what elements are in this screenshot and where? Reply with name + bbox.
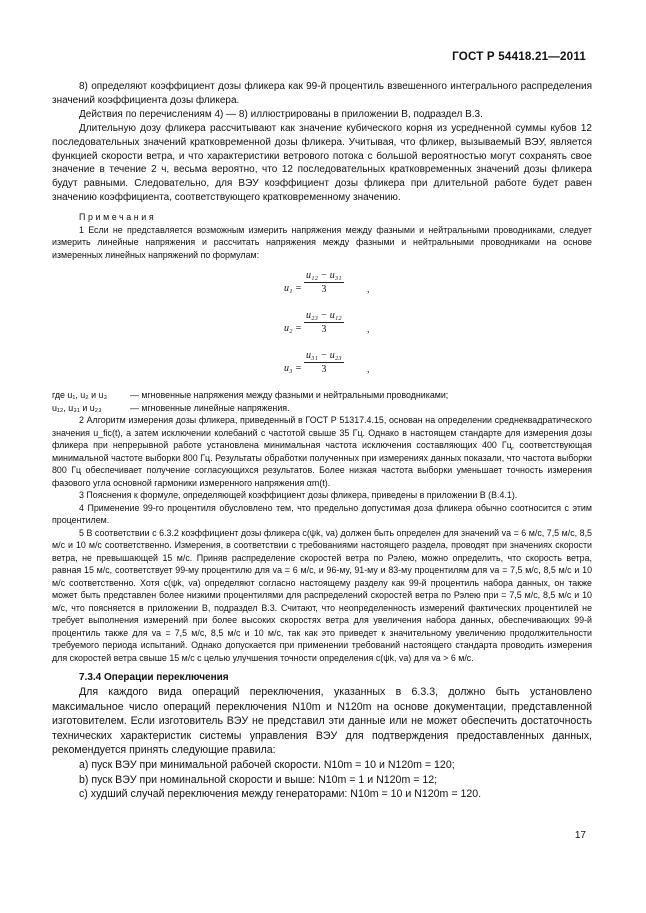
paragraph: Длительную дозу фликера рассчитывают как значение кубического корня из усредненной суммы кубов 12 последовательных значений кратковременной дозы фликера. Учитывая, что фликер, вызываемый ВЭУ, является функцией скорости ветра, и что характеристики ветрового потока с большой вероятностью могут сохранять свое значение в течение 2 ч, весьма вероятно, что 12 последовательных кратковременных значений дозы фликера будут равными. Следовательно, для ВЭУ коэффициент дозы фликера при длительной работе будет равен значению коэффициента, соответствующего кратковременному значению. [52, 122, 592, 204]
formula-numerator: u₂₃ − u₁₂ [306, 310, 342, 322]
where-symbols: где u₁, u₂ и u₃ [52, 390, 108, 401]
formula-end: , [367, 364, 370, 376]
formula-end: , [367, 324, 370, 336]
section-title: 7.3.4 Операции переключения [79, 672, 229, 684]
rule-a: а) пуск ВЭУ при минимальной рабочей скорости. N10m = 10 и N120m = 120; [79, 759, 455, 772]
document-header: ГОСТ Р 54418.21—2011 [452, 50, 586, 63]
note-3: 3 Пояснения к формуле, определяющей коэффициент дозы фликера, приведены в приложении В (В.4.1). [79, 490, 518, 501]
formula-denominator: 3 [321, 324, 327, 336]
section-paragraph: Для каждого вида операций переключения, указанных в 6.3.3, должно быть установлено максимальное число операций переключения N10m и N120m на основе документации, представленной изготовителем. Если изготовитель ВЭУ не представил эти данные или не может обеспечить достаточность технических характеристик системы управления ВЭУ для подтверждения предоставленных данных, рекомендуется принять следующие правила: [52, 686, 592, 757]
note-1: 1 Если не представляется возможным измерить напряжения между фазными и нейтральными проводниками, следует измерить линейные напряжения и рассчитать напряжения между фазными и нейтральными проводниками на основе измеренных линейных напряжений по формулам: [52, 224, 592, 260]
formula-u2 [52, 309, 592, 343]
document-body [52, 80, 592, 802]
formula-denominator: 3 [321, 364, 327, 376]
where-desc: — мгновенные линейные напряжения. [130, 402, 290, 413]
note-4: 4 Применение 99-го процентиля обусловлено тем, что предельно допустимая доза фликера обычно соотносится с этим процентилем. [52, 502, 592, 526]
paragraph: Действия по перечислениям 4) — 8) иллюстрированы в приложении В, подраздел В.3. [79, 108, 483, 120]
formula-u1 [52, 269, 592, 303]
formula-lhs: u₂ = [284, 323, 302, 335]
rule-c: c) худший случай переключения между генераторами: N10m = 10 и N120m = 120. [79, 788, 482, 801]
rule-b: b) пуск ВЭУ при номинальной скорости и выше: N10m = 1 и N120m = 12; [79, 773, 438, 786]
where-block [52, 389, 592, 414]
note-2: 2 Алгоритм измерения дозы фликера, приведенный в ГОСТ Р 51317.4.15, основан на определении среднеквадратического значения u_fic(t), а затем исключении колебаний с частотой свыше 35 Гц. Однако в настоящем стандарте для измерения дозы фликера при непрерывной работе установлена минимальная частота исключения составляющих 400 Гц, соответствующая минимальной частоте выборки 800 Гц. Результаты обработки полученных при измерениях данных показали, что частота выборки 800 Гц обеспечивает получение согласующихся результатов. Более низкая частота выборки уменьшает точность измерения фазового угла основной гармоники измеренного напряжения αm(t). [52, 415, 592, 488]
formula-lhs: u₃ = [284, 363, 302, 375]
formula-denominator: 3 [321, 284, 327, 296]
formula-fraction [304, 269, 344, 296]
formula-end: , [367, 284, 370, 296]
formula-fraction [304, 349, 344, 376]
paragraph: 8) определяют коэффициент дозы фликера как 99-й процентиль взвешенного интегрального распределения значений коэффициента дозы фликера. [52, 81, 592, 106]
notes-title: Примечания [79, 212, 157, 223]
formula-u3 [52, 349, 592, 383]
page-number: 17 [574, 830, 586, 841]
where-desc: — мгновенные напряжения между фазными и нейтральными проводниками; [130, 390, 449, 401]
formula-numerator: u₁₂ − u₃₁ [306, 270, 342, 282]
where-symbols: u₁₂, u₃₁ и u₂₃ [52, 402, 102, 413]
formula-numerator: u₃₁ − u₂₃ [306, 350, 342, 362]
formula-fraction [304, 309, 344, 336]
formula-lhs: u₁ = [284, 283, 302, 295]
note-5: 5 В соответствии с 6.3.2 коэффициент дозы фликера c(ψk, va) должен быть определен для значений va = 6 м/с, 7,5 м/с, 8,5 м/с и 10 м/с соответственно. Измерения, в соответствии с требованиями настоящего раздела, проводят при значениях скорости ветра, не превышающей 15 м/с. Приняв распределение скоростей ветра по Рэлею, можно определить, что скорость ветра, равная 15 м/с, соответствует 99-му процентилю для va = 6 м/с, и 96-му, 91-му и 83-му процентилям для va = 7,5 м/с, 8,5 м/с и 10 м/с соответственно. Хотя c(ψk, va) определяют согласно настоящему разделу как 99-й процентиль набора данных, он также может быть представлен более низкими процентилями для распределений скоростей ветра по Рэлею при = 7,5 м/с, 8,5 м/с и 10 м/с, что поясняется в приложении В, подраздел В.3. Считают, что неопределенность измерений фактических процентилей не требует выполнения измерений при более высоких скоростях ветра для увеличения набора данных, обеспечивающих 99-й процентиль также для va = 7,5 м/с, 8,5 м/с и 10 м/с, так как это приведет к значительному увеличению продолжительности требуемого периода испытаний. Однако допускается при применении требований настоящего стандарта проводить измерения для скоростей ветра свыше 15 м/с с целью улучшения точности определения c(ψk, va) для va > 6 м/с. [52, 527, 592, 663]
